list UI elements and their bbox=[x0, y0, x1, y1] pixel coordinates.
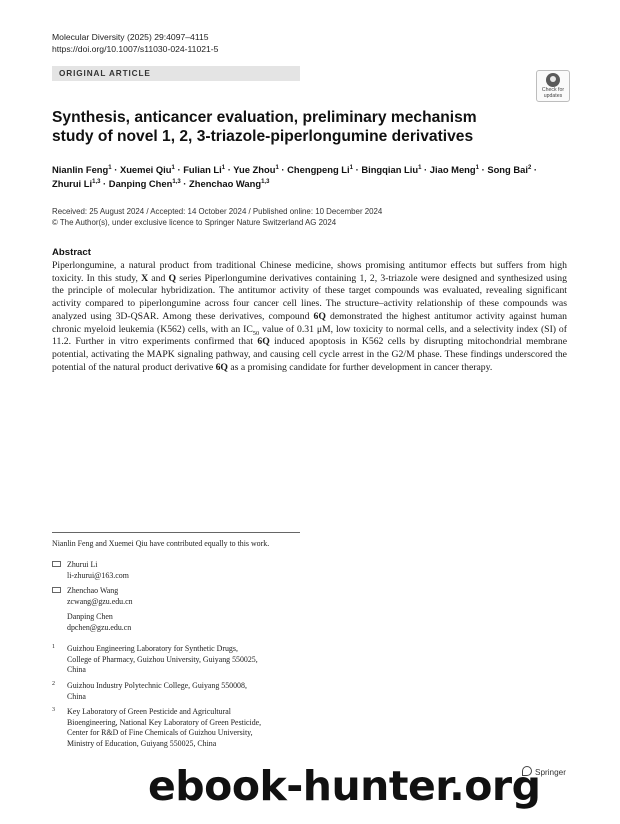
corresponding-author-email[interactable]: li-zhurui@163.com bbox=[67, 570, 129, 580]
springer-logo: Springer bbox=[522, 766, 566, 777]
author: Zhenchao Wang$^{1,3}$ bbox=[189, 177, 270, 189]
abstract-text: Piperlongumine, a natural product from traditional Chinese medicine, shows promising antitumor effects but suffers from high toxicity. In this study, X and Q series Piperlongumine derivatives containing 1, 2, 3-triazole were designed and synthesized using the principle of molecular hybridization. The antitumor activity of these target compounds was evaluated, revealing significant activity compared to piperlongumine across four cancer cell lines. The structure–activity relationship of these compounds was analyzed using 3D-QSAR. Among these derivatives, compound 6Q demonstrated the highest antitumor activity against human chronic myeloid leukemia (K562) cells, with an $IC_{50}$ value of 0.31 μM, low toxicity to normal cells, and a selectivity index (SI) of 11.2. Further in vitro experiments confirmed that 6Q induced apoptosis in K562 cells by disrupting mitochondrial membrane potential, activating the MAPK signaling pathway, and causing cell cycle arrest in the G2/M phase. These findings underscored the potential of the natural product derivative 6Q as a promising candidate for further development in cancer therapy. bbox=[52, 260, 567, 373]
corresponding-author-email[interactable]: zcwang@gzu.edu.cn bbox=[67, 596, 133, 606]
check-updates-icon bbox=[546, 73, 560, 87]
author: Fulian Li$^1$ bbox=[183, 164, 226, 175]
check-for-updates-badge[interactable] bbox=[536, 70, 570, 102]
watermark-text: ebook-hunter.org bbox=[148, 762, 541, 810]
correspondence-entry bbox=[52, 560, 302, 581]
check-updates-label: Check for updates bbox=[541, 87, 565, 99]
corresponding-author-name: Danping Chen bbox=[67, 612, 113, 621]
publication-dates bbox=[52, 207, 552, 229]
author: Xuemei Qiu$^1$ bbox=[119, 164, 175, 175]
affiliation-3: 3 Key Laboratory of Green Pesticide and Agricultural Bioengineering, National Key Laboratory of Green Pesticide, Center for R&D of Fine Chemicals of Guizhou University, Ministry of Education, Guiyang 550025, China bbox=[52, 707, 262, 748]
author: Song Bai$^2$ bbox=[487, 164, 532, 175]
author: Yue Zhou$^1$ bbox=[233, 164, 279, 175]
equal-contribution-note: Nianlin Feng and Xuemei Qiu have contributed equally to this work. bbox=[52, 539, 270, 548]
author: Danping Chen$^{1,3}$ bbox=[108, 177, 181, 189]
journal-header bbox=[52, 31, 218, 55]
date-history: Received: 25 August 2024 / Accepted: 14 October 2024 / Published online: 10 December 2024 bbox=[52, 207, 383, 216]
abstract-heading: Abstract bbox=[52, 247, 91, 258]
author: Chengpeng Li$^1$ bbox=[287, 164, 353, 175]
corresponding-author-name: Zhenchao Wang bbox=[67, 586, 119, 595]
affiliation-2: 2 Guizhou Industry Polytechnic College, Guiyang 550008, China bbox=[52, 681, 247, 701]
correspondence-entry bbox=[52, 612, 302, 633]
affiliation-1: 1 Guizhou Engineering Laboratory for Synthetic Drugs, College of Pharmacy, Guizhou University, Guiyang 550025, China bbox=[52, 644, 258, 675]
author: Nianlin Feng$^1$ bbox=[52, 164, 112, 175]
copyright-line: © The Author(s), under exclusive licence to Springer Nature Switzerland AG 2024 bbox=[52, 217, 337, 227]
author: Zhurui Li$^{1,3}$ bbox=[52, 177, 101, 189]
correspondence-entry bbox=[52, 586, 302, 607]
doi-link[interactable]: https://doi.org/10.1007/s11030-024-11021-5 bbox=[52, 44, 219, 54]
corresponding-author-name: Zhurui Li bbox=[67, 560, 98, 569]
footnote-divider bbox=[52, 532, 300, 533]
journal-citation: Molecular Diversity (2025) 29:4097–4115 bbox=[52, 32, 209, 42]
corresponding-author-email[interactable]: dpchen@gzu.edu.cn bbox=[67, 622, 132, 632]
article-type-banner: ORIGINAL ARTICLE bbox=[52, 66, 300, 81]
envelope-icon bbox=[52, 587, 61, 593]
envelope-icon bbox=[52, 561, 61, 567]
article-title: Synthesis, anticancer evaluation, preliminary mechanism study of novel 1, 2, 3-triazole-piperlongumine derivatives bbox=[52, 109, 477, 145]
author-list: Nianlin Feng$^1$ · Xuemei Qiu$^1$ · Fulian $Li^1$ · Yue Zhou$^1$ · Chengpeng $Li^1$ · Bingqian Liu$^1$ · Jiao Meng$^1$ · Song Bai$^2$ · Zhurui Li$^{1,3}$ · Danping Chen$^{1,3}$ · Zhenchao Wang$^{1,3}$ bbox=[52, 164, 538, 189]
author: Bingqian Liu$^1$ bbox=[361, 164, 422, 175]
author: Jiao Meng$^1$ bbox=[429, 164, 479, 175]
